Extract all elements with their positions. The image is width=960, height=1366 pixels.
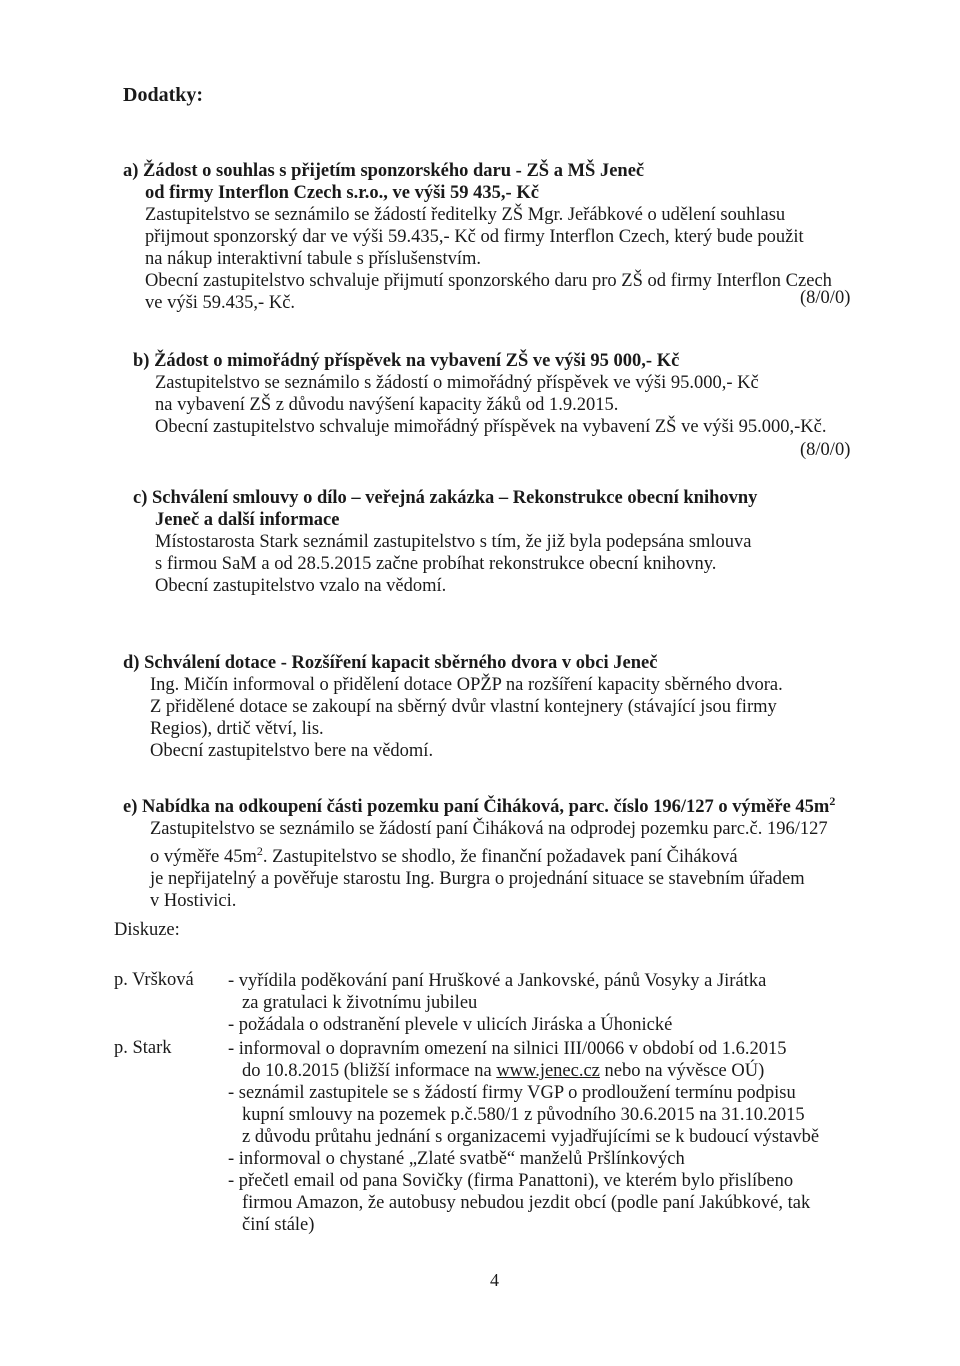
page-heading: Dodatky: <box>123 84 204 106</box>
section-d-line: Z přidělené dotace se zakoupí na sběrný dvůr vlastní kontejnery (stávající jsou firmy <box>150 697 777 717</box>
discussion-line <box>228 1060 819 1082</box>
discussion-line: - vyřídila poděkování paní Hruškové a Jankovské, pánů Vosyky a Jirátka <box>228 971 767 991</box>
section-a <box>123 160 832 314</box>
section-e <box>123 790 835 912</box>
section-e-line2-sup: 2 <box>256 844 263 859</box>
section-a-line: ve výši 59.435,- Kč. <box>145 293 296 313</box>
section-c-line: Místostarosta Stark seznámil zastupitelstvo s tím, že již byla podepsána smlouva <box>155 532 752 552</box>
discussion-line: činí stále) <box>242 1215 315 1235</box>
section-b-title: b) Žádost o mimořádný příspěvek na vybavení ZŠ ve výši 95 000,- Kč <box>133 351 680 371</box>
section-e-title-text: e) Nabídka na odkoupení části pozemku paní Čiháková, parc. číslo 196/127 o výměře 45m <box>123 797 830 818</box>
section-e-line: Zastupitelstvo se seznámilo se žádostí paní Čiháková na odprodej pozemku parc.č. 196/127 <box>150 819 828 840</box>
section-d-line: Ing. Mičín informoval o přidělení dotace OPŽP na rozšíření kapacity sběrného dvora. <box>150 675 783 695</box>
section-c-title-line1: c) Schválení smlouvy o dílo – veřejná zakázka – Rekonstrukce obecní knihovny <box>133 488 758 508</box>
discussion-line: kupní smlouvy na pozemek p.č.580/1 z původního 30.6.2015 na 31.10.2015 <box>242 1105 805 1125</box>
section-e-title-sup: 2 <box>829 794 836 808</box>
section-a-line: Zastupitelstvo se seznámilo se žádostí ředitelky ZŠ Mgr. Jeřábkové o udělení souhlasu <box>145 205 786 225</box>
section-a-title-line1: a) Žádost o souhlas s přijetím sponzorského daru - ZŠ a MŠ Jeneč <box>123 161 645 181</box>
section-e-title <box>123 790 835 818</box>
section-d-line: Regios), drtič větví, lis. <box>150 719 324 739</box>
speaker-vrskova: p. Vršková <box>114 970 194 990</box>
section-a-line: na nákup interaktivní tabule s příslušenstvím. <box>145 249 482 269</box>
section-e-line2-part2: . Zastupitelstvo se shodlo, že finanční požadavek paní Čiháková <box>262 847 738 868</box>
section-c-line: s firmou SaM a od 28.5.2015 začne probíhat rekonstrukce obecní knihovny. <box>155 554 717 574</box>
speaker-vrskova-notes <box>228 970 766 1036</box>
section-c-line: Obecní zastupitelstvo vzalo na vědomí. <box>155 576 447 596</box>
section-e-line <box>123 840 835 868</box>
discussion-line-part: do 10.8.2015 (bližší informace na <box>242 1061 497 1081</box>
discussion-line-part: nebo na vývěsce OÚ) <box>599 1061 765 1081</box>
section-a-vote: (8/0/0) <box>800 288 851 308</box>
discussion-label: Diskuze: <box>114 920 180 940</box>
discussion-line: firmou Amazon, že autobusy nebudou jezdit obcí (podle paní Jakúbkové, tak <box>242 1193 811 1213</box>
discussion-line: - informoval o dopravním omezení na silnici III/0066 v období od 1.6.2015 <box>228 1039 787 1059</box>
section-a-title-line2: od firmy Interflon Czech s.r.o., ve výši 59 435,- Kč <box>145 183 539 203</box>
discussion-line: - přečetl email od pana Sovičky (firma Panattoni), ve kterém bylo přislíbeno <box>228 1171 794 1191</box>
section-a-line: přijmout sponzorský dar ve výši 59.435,- Kč od firmy Interflon Czech, který bude použit <box>145 227 804 247</box>
section-c-title-line2: Jeneč a další informace <box>155 510 340 530</box>
speaker-stark-notes <box>228 1038 819 1236</box>
section-b-line: Zastupitelstvo se seznámilo s žádostí o mimořádný příspěvek ve výši 95.000,- Kč <box>155 373 759 393</box>
section-b-vote: (8/0/0) <box>800 440 851 460</box>
discussion-line: z důvodu průtahu jednání s organizacemi vyjadřujícími se k budoucí výstavbě <box>242 1127 820 1147</box>
section-c <box>133 487 757 597</box>
section-d-title: d) Schválení dotace - Rozšíření kapacit sběrného dvora v obci Jeneč <box>123 653 658 673</box>
section-d <box>123 652 783 762</box>
section-b-line: na vybavení ZŠ z důvodu navýšení kapacity žáků od 1.9.2015. <box>155 395 619 415</box>
discussion-line: - informoval o chystané „Zlaté svatbě“ manželů Pršlínkových <box>228 1149 685 1169</box>
section-e-line: je nepřijatelný a pověřuje starostu Ing. Burgra o projednání situace se stavebním úřadem <box>150 869 805 890</box>
page-number: 4 <box>490 1270 499 1290</box>
section-e-line2-part1: o výměře 45m <box>150 847 257 868</box>
section-b <box>133 350 827 438</box>
discussion-line: za gratulaci k životnímu jubileu <box>242 993 478 1013</box>
section-e-line: v Hostivici. <box>150 891 237 912</box>
section-b-line: Obecní zastupitelstvo schvaluje mimořádný příspěvek na vybavení ZŠ ve výši 95.000,-Kč. <box>155 417 827 437</box>
section-d-line: Obecní zastupitelstvo bere na vědomí. <box>150 741 434 761</box>
section-a-line: Obecní zastupitelstvo schvaluje přijmutí sponzorského daru pro ZŠ od firmy Interflon Czech <box>145 271 832 291</box>
speaker-stark: p. Stark <box>114 1038 172 1058</box>
jenec-website-link[interactable]: www.jenec.cz <box>496 1061 600 1081</box>
discussion-line: - seznámil zastupitele se s žádostí firmy VGP o prodloužení termínu podpisu <box>228 1083 796 1103</box>
discussion-line: - požádala o odstranění plevele v ulicích Jiráska a Úhonické <box>228 1015 673 1035</box>
